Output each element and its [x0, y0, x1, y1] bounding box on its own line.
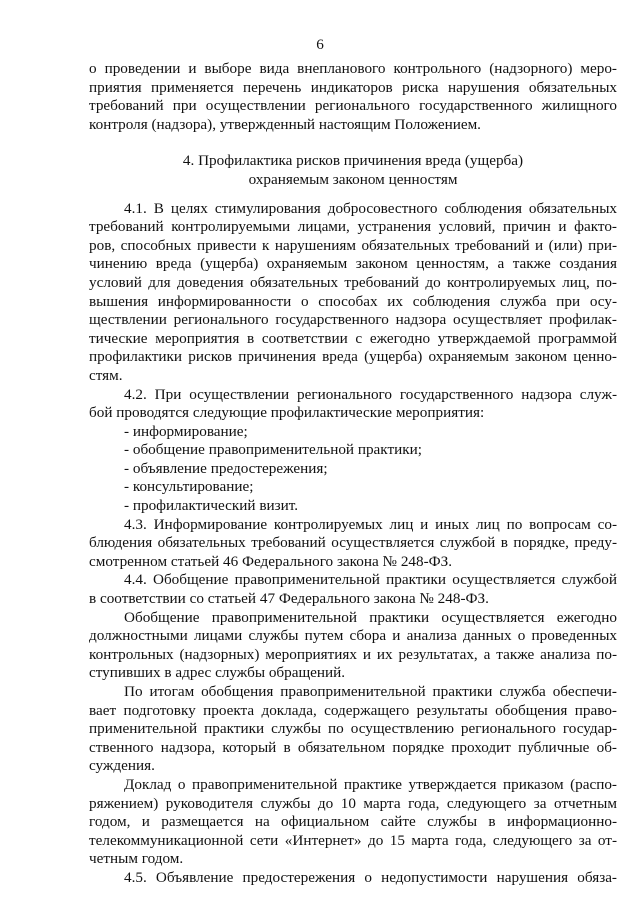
text-line: о проведении и выборе вида внепланового контрольного (надзорного) меро- — [89, 60, 617, 77]
text-line: 4.5. Объявление предостережения о недопустимости нарушения обяза- — [124, 868, 617, 886]
text-line: контрольных (надзорных) мероприятиях и их результатах, а также анализа по- — [89, 645, 617, 663]
text-line: ступивших в адрес службы обращений. — [89, 664, 346, 682]
paragraph-gap — [89, 134, 617, 152]
text-line: тические мероприятия в соответствии с ежегодно утверждаемой программой — [89, 329, 617, 347]
text-line: - профилактический визит. — [124, 497, 299, 515]
text-line: ственного надзора, который в обязательном порядке проходит публичные об- — [89, 738, 617, 756]
text-line: Обобщение правоприменительной практики осуществляется ежегодно — [124, 608, 617, 626]
text-line: вает подготовку проекта доклада, содержащего результаты обобщения право- — [89, 701, 617, 719]
text-line: смотренном статьей 46 Федерального закона № 248-ФЗ. — [89, 552, 453, 570]
text-line: бой проводятся следующие профилактические мероприятия: — [89, 404, 485, 422]
text-line: стям. — [89, 366, 123, 384]
text-line: - консультирование; — [124, 478, 254, 496]
text-line: 4.4. Обобщение правоприменительной практики осуществляется службой — [124, 571, 617, 589]
text-line: 4.3. Информирование контролируемых лиц и иных лиц по вопросам со- — [124, 515, 617, 533]
text-line: вышения информированности о способах их соблюдения служба при осу- — [89, 292, 617, 310]
section-heading-line: 4. Профилактика рисков причинения вреда (ущерба) — [182, 152, 524, 170]
text-line: чинению вреда (ущерба) охраняемым законом ценностям, а также создания — [89, 255, 617, 273]
text-line: 4.1. В целях стимулирования добросовестного соблюдения обязательных — [124, 199, 617, 217]
text-line: По итогам обобщения правоприменительной практики служба обеспечи- — [124, 683, 617, 700]
text-line: телекоммуникационной сети «Интернет» до 15 марта года, следующего за от- — [89, 831, 617, 849]
text-line: условий для доведения обязательных требований до контролируемых лиц, по- — [89, 273, 617, 291]
text-line: Доклад о правоприменительной практике утверждается приказом (распо- — [124, 775, 617, 793]
document-body — [89, 60, 617, 888]
text-line: требований контролируемыми лицами, устранения условий, причин и факто- — [89, 218, 617, 236]
text-line: суждения. — [89, 757, 155, 775]
text-line: приятия применяется перечень индикаторов риска нарушения обязательных — [89, 78, 617, 96]
text-line: - обобщение правоприменительной практики; — [124, 441, 422, 459]
text-line: в соответствии со статьей 47 Федерального закона № 248-ФЗ. — [89, 590, 489, 608]
text-line: профилактики рисков причинения вреда (ущерба) охраняемым законом ценно- — [89, 348, 617, 366]
text-line: ществлении регионального государственного надзора осуществляет профилак- — [89, 311, 617, 329]
text-line: - объявление предостережения; — [124, 459, 328, 477]
text-line: ров, способных привести к нарушениям обязательных требований и (или) при- — [89, 236, 617, 254]
text-line: должностными лицами службы путем сбора и анализа данных о проведенных — [89, 627, 617, 645]
text-line: 4.2. При осуществлении регионального государственного надзора служ- — [124, 385, 617, 403]
text-line: блюдения обязательных требований осуществляется службой в порядке, преду- — [89, 534, 617, 552]
text-line: контроля (надзора), утвержденный настоящим Положением. — [89, 115, 481, 133]
text-line: требований при осуществлении регионального государственного жилищного — [89, 97, 617, 115]
text-line: - информирование; — [124, 422, 248, 440]
text-line: четным годом. — [89, 850, 184, 868]
paragraph-gap — [89, 190, 617, 200]
section-heading-line: охраняемым законом ценностям — [248, 170, 458, 188]
text-line: применительной практики службы по осуществлению регионального государ- — [89, 720, 617, 738]
text-line: ряжением) руководителя службы до 10 марта года, следующего за отчетным — [89, 794, 617, 812]
page-number: 6 — [316, 36, 324, 53]
text-line: годом, и размещается на официальном сайте службы в информационно- — [89, 813, 617, 831]
